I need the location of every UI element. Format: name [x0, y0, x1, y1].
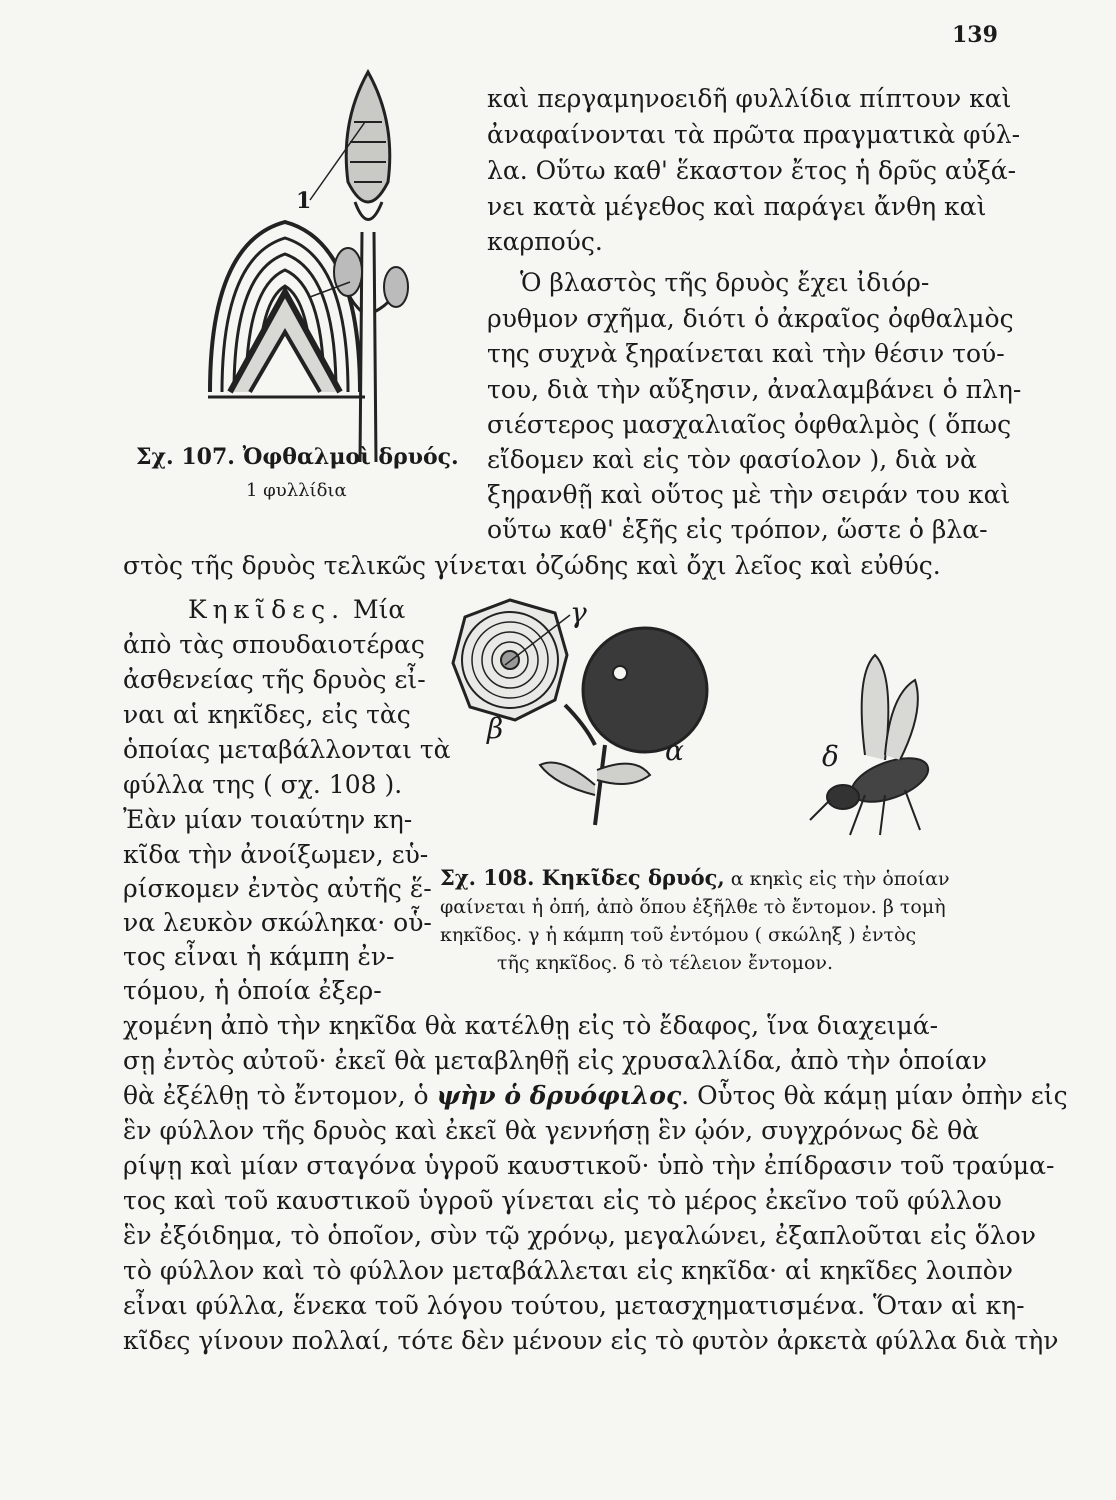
figure-108-label-gamma: γ: [570, 596, 587, 629]
text-line: κῖδα τὴν ἀνοίξωμεν, εὑ-: [123, 840, 429, 869]
figure-107-oak-buds-illustration: [190, 62, 455, 462]
section-heading-rest: Μία: [345, 595, 406, 624]
text-line: οὕτω καθ' ἑξῆς εἰς τρόπον, ὥστε ὁ βλα-: [487, 515, 988, 544]
text-line: της συχνὰ ξηραίνεται καὶ τὴν θέσιν τού-: [487, 339, 1005, 368]
text-line: Ὁ βλαστὸς τῆς δρυὸς ἔχει ἰδιόρ-: [520, 268, 930, 297]
figure-107-label-1: 1: [296, 188, 312, 214]
text-line: [123, 1083, 1068, 1108]
text-line: του, διὰ τὴν αὔξησιν, ἀναλαμβάνει ὁ πλη-: [487, 375, 1022, 404]
text-line: λα. Οὕτω καθ' ἕκαστον ἔτος ἡ δρῦς αὐξά-: [487, 156, 1017, 185]
text-segment: . Οὗτος θὰ κάμῃ μίαν ὀπὴν εἰς: [681, 1081, 1068, 1110]
text-segment: θὰ ἐξέλθῃ τὸ ἔντομον, ὁ: [123, 1081, 437, 1110]
figure-108-caption-line: τῆς κηκῖδος. δ τὸ τέλειον ἔντομον.: [497, 952, 834, 974]
page-number: 139: [952, 22, 998, 48]
text-line: τος εἶναι ἡ κάμπη ἐν-: [123, 942, 395, 971]
text-line: ὁποίας μεταβάλλονται τὰ: [123, 735, 451, 764]
text-line: εἶναι φύλλα, ἕνεκα τοῦ λόγου τούτου, μετασχηματισμένα. Ὅταν αἱ κη-: [123, 1291, 1025, 1320]
text-line: ρίψῃ καὶ μίαν σταγόνα ὑγροῦ καυστικοῦ· ὑπὸ τὴν ἐπίδρασιν τοῦ τραύμα-: [123, 1151, 1055, 1180]
text-line: ἀπὸ τὰς σπουδαιοτέρας: [123, 630, 425, 659]
figure-108-caption-title: Σχ. 108. Κηκῖδες δρυός,: [440, 865, 725, 890]
text-line: φύλλα της ( σχ. 108 ).: [123, 770, 403, 799]
text-line: να λευκὸν σκώληκα· οὗ-: [123, 908, 432, 937]
text-line: ρίσκομεν ἐντὸς αὐτῆς ἕ-: [123, 874, 432, 903]
text-line: Ἐὰν μίαν τοιαύτην κη-: [123, 805, 413, 834]
text-line: στὸς τῆς δρυὸς τελικῶς γίνεται ὀζώδης καὶ ὄχι λεῖος καὶ εὐθύς.: [123, 551, 941, 580]
text-line: τὸ φύλλον καὶ τὸ φύλλον μεταβάλλεται εἰς κηκῖδα· αἱ κηκῖδες λοιπὸν: [123, 1256, 1013, 1285]
section-heading-kikides: Κηκῖδες.: [188, 595, 346, 624]
text-line: καὶ περγαμηνοειδῆ φυλλίδια πίπτουν καὶ: [487, 84, 1012, 113]
text-line: χομένη ἀπὸ τὴν κηκῖδα θὰ κατέλθῃ εἰς τὸ ἔδαφος, ἵνα διαχειμά-: [123, 1011, 939, 1040]
text-line: ἀναφαίνονται τὰ πρῶτα πραγματικὰ φύλ-: [487, 120, 1021, 149]
text-line: καρπούς.: [487, 227, 603, 256]
text-line: ναι αἱ κηκῖδες, εἰς τὰς: [123, 700, 411, 729]
figure-107-caption: Σχ. 107. Ὀφθαλμοὶ δρυός.: [136, 444, 459, 470]
text-line: ἓν ἐξόιδημα, τὸ ὁποῖον, σὺν τῷ χρόνῳ, μεγαλώνει, ἐξαπλοῦται εἰς ὅλον: [123, 1221, 1036, 1250]
text-line: κῖδες γίνουν πολλαί, τότε δὲν μένουν εἰς τὸ φυτὸν ἀρκετὰ φύλλα διὰ τὴν: [123, 1326, 1059, 1355]
figure-108-label-beta: β: [487, 712, 504, 745]
text-line: νει κατὰ μέγεθος καὶ παράγει ἄνθη καὶ: [487, 192, 987, 221]
figure-108-label-alpha: α: [665, 734, 684, 767]
figure-108-label-delta: δ: [822, 740, 839, 773]
text-line: ξηρανθῇ καὶ οὕτος μὲ τὴν σειράν του καὶ: [487, 480, 1011, 509]
text-line: ἀσθενείας τῆς δρυὸς εἶ-: [123, 665, 426, 694]
figure-108-caption-line: [440, 865, 950, 890]
text-line: εἴδομεν καὶ εἰς τὸν φασίολον ), διὰ νὰ: [487, 445, 977, 474]
figure-108-oak-galls-illustration: [445, 595, 950, 855]
text-line: τόμου, ἡ ὁποία ἐξερ-: [123, 976, 382, 1005]
text-line: τος καὶ τοῦ καυστικοῦ ὑγροῦ γίνεται εἰς τὸ μέρος ἐκεῖνο τοῦ φύλλου: [123, 1186, 1002, 1215]
text-line: σιέστερος μασχαλιαῖος ὀφθαλμὸς ( ὅπως: [487, 410, 1012, 439]
figure-108-caption-line: κηκῖδος. γ ἡ κάμπη τοῦ ἐντόμου ( σκώληξ ) ἐντὸς: [440, 924, 917, 946]
text-line: ρυθμον σχῆμα, διότι ὁ ἀκραῖος ὀφθαλμὸς: [487, 304, 1014, 333]
figure-108-caption-line: φαίνεται ἡ ὀπή, ἀπὸ ὅπου ἐξῆλθε τὸ ἔντομον. β τομὴ: [440, 896, 946, 918]
text-line: ἓν φύλλον τῆς δρυὸς καὶ ἐκεῖ θὰ γεννήσῃ ἓν ᾠόν, συγχρόνως δὲ θὰ: [123, 1116, 980, 1145]
insect-name: ψὴν ὁ δρυόφιλος: [436, 1081, 682, 1110]
section-heading-line: [188, 597, 405, 622]
text-line: σῃ ἐντὸς αὐτοῦ· ἐκεῖ θὰ μεταβληθῇ εἰς χρυσαλλίδα, ἀπὸ τὴν ὁποίαν: [123, 1046, 987, 1075]
figure-108-caption-text: α κηκὶς εἰς τὴν ὁποίαν: [724, 868, 950, 890]
figure-107-subcaption: 1 φυλλίδια: [246, 480, 347, 501]
